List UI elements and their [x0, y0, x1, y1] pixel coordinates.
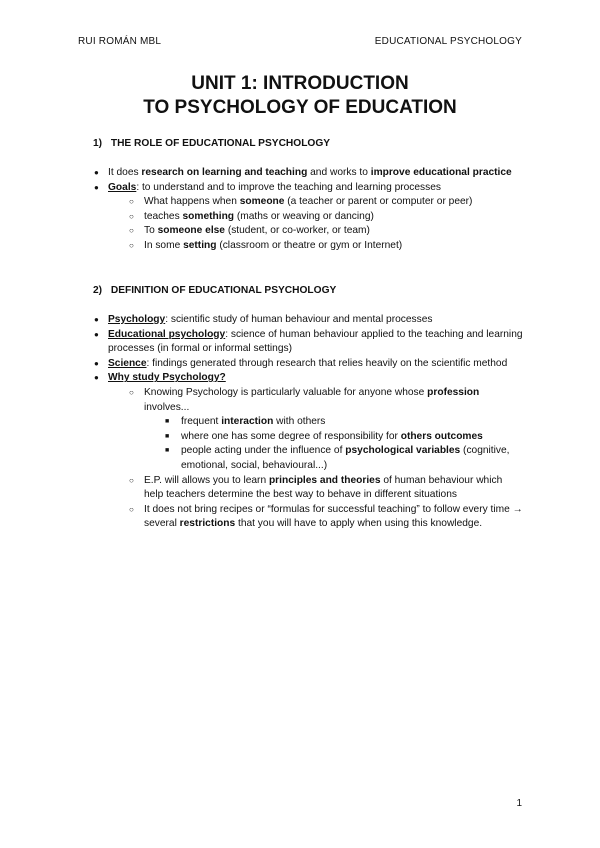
sub-sub-list-item: ■ where one has some degree of responsibility for others outcomes [93, 430, 523, 445]
list-item: ● It does research on learning and teaching and works to improve educational practice [93, 166, 523, 181]
hollow-bullet-icon: ○ [129, 226, 134, 236]
section-1-title: THE ROLE OF EDUCATIONAL PSYCHOLOGY [110, 138, 331, 149]
sub-list-item: ○ To someone else (student, or co-worker, or team) [93, 224, 523, 239]
section-2-title: DEFINITION OF EDUCATIONAL PSYCHOLOGY [110, 285, 337, 296]
hollow-bullet-icon: ○ [129, 240, 134, 250]
page-number: 1 [516, 798, 522, 809]
list-item: ● Goals: to understand and to improve the teaching and learning processes [93, 181, 523, 196]
bullet-icon: ● [94, 168, 99, 177]
sub-list-item: ○ In some setting (classroom or theatre or gym or Internet) [93, 239, 523, 254]
header-subject: EDUCATIONAL PSYCHOLOGY [374, 36, 522, 47]
sub-sub-list-item: ■ people acting under the influence of psychological variables (cognitive, emotional, social, behavioural...) [165, 445, 510, 471]
square-bullet-icon: ■ [165, 418, 170, 426]
hollow-bullet-icon: ○ [129, 387, 134, 397]
header-author: RUI ROMÁN MBL [78, 36, 162, 47]
hollow-bullet-icon: ○ [129, 211, 134, 221]
title-line-1: UNIT 1: INTRODUCTION [191, 73, 409, 94]
hollow-bullet-icon: ○ [129, 475, 134, 485]
square-bullet-icon: ■ [165, 432, 170, 440]
sub-list-item: ○ teaches something (maths or weaving or dancing) [93, 210, 523, 225]
section-2-number: 2) [93, 285, 103, 296]
section-2-body [93, 313, 523, 532]
list-item: ● Why study Psychology? [93, 371, 523, 386]
list-item: ● Science: findings generated through research that relies heavily on the scientific method [93, 357, 523, 372]
section-1-body [93, 166, 523, 254]
list-item: ● Educational psychology: science of human behaviour applied to the teaching and learning processes (in formal or informal settings) [94, 328, 523, 355]
hollow-bullet-icon: ○ [129, 197, 134, 207]
section-1-number: 1) [93, 138, 103, 149]
square-bullet-icon: ■ [165, 447, 170, 455]
bullet-icon: ● [94, 329, 99, 339]
section-2-heading [93, 285, 336, 296]
bullet-icon: ● [94, 315, 99, 324]
list-item: ● Psychology: scientific study of human behaviour and mental processes [93, 313, 523, 328]
sub-sub-list-item: ■ frequent interaction with others [93, 415, 523, 430]
title-line-2: TO PSYCHOLOGY OF EDUCATION [143, 97, 457, 118]
bullet-icon: ● [94, 373, 99, 383]
sub-list-item: ○ E.P. will allows you to learn principles and theories of human behaviour which help teachers determine the best way to behave in different situations [129, 474, 503, 501]
sub-list-item: ○ What happens when someone (a teacher or parent or computer or peer) [93, 195, 523, 210]
sub-list-item: ○ It does not bring recipes or “formulas for successful teaching” to follow every time → several restrictions that you will have to apply when using this knowledge. [129, 503, 523, 530]
bullet-icon: ● [94, 182, 99, 192]
section-1-heading [93, 138, 330, 149]
sub-list-item: ○ Knowing Psychology is particularly valuable for anyone whose profession involves... [129, 386, 480, 413]
bullet-icon: ● [94, 358, 99, 368]
hollow-bullet-icon: ○ [129, 504, 134, 514]
